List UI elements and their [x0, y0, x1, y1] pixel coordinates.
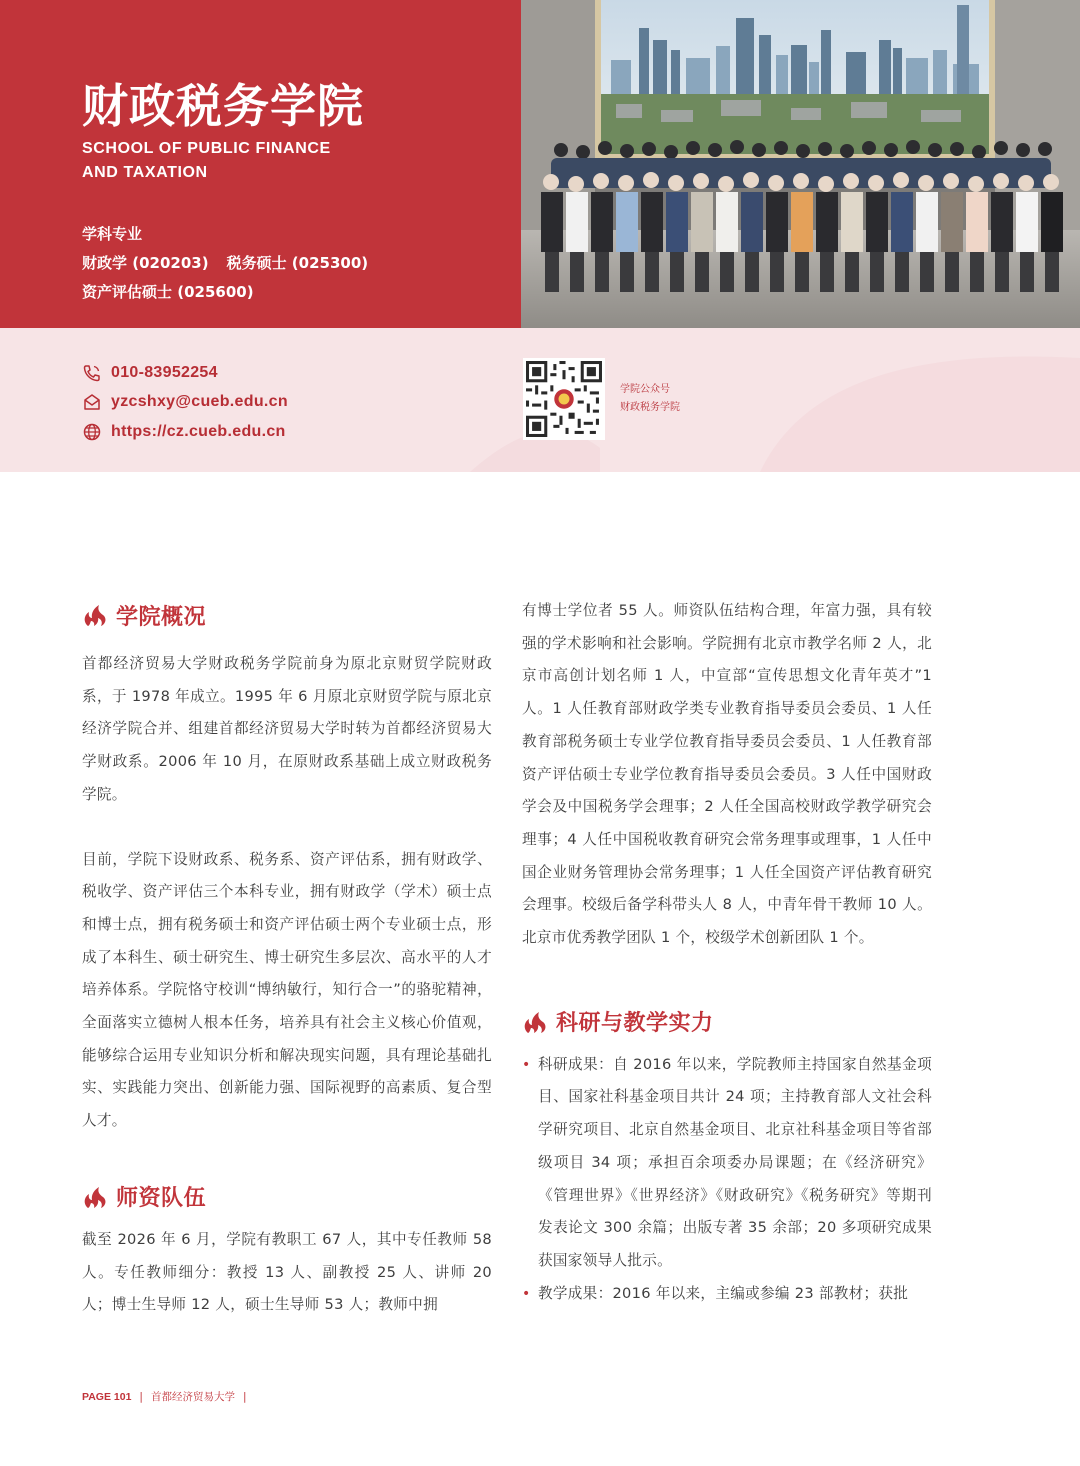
- phone-icon: [82, 363, 102, 383]
- footer-university: 首都经济贸易大学: [150, 1391, 235, 1403]
- research-bullet-list: [522, 1049, 932, 1311]
- page-number: PAGE 101: [82, 1390, 132, 1403]
- left-column: [82, 598, 492, 1322]
- school-title-en-line2: AND TAXATION: [82, 164, 208, 181]
- school-title-en-line1: SCHOOL OF PUBLIC FINANCE: [82, 140, 331, 157]
- section-heading-faculty: [82, 1180, 492, 1214]
- footer-divider: |: [242, 1390, 247, 1403]
- phone-number[interactable]: 010-83952254: [111, 363, 218, 381]
- group-photo-illustration: [521, 0, 1080, 328]
- heading-faculty: 师资队伍: [116, 1186, 207, 1212]
- contact-list: [82, 358, 288, 447]
- right-column: [522, 598, 932, 1310]
- research-bullet-1: • 科研成果：自 2016 年以来，学院教师主持国家自然基金项目、国家社科基金项目共计 24 项；主持教育部人文社会科学研究项目、北京自然基金项目、北京社科基金项目等省部级项目 34 项；承担百余项委办局课题；在《经济研究》《管理世界》《世界经济》《财政研究》《税务研究》等期刊发表论文 300 余篇；出版专著 35 余部；20 多项研究成果获国家领导人批示。: [522, 1049, 932, 1278]
- disciplines-block: [82, 220, 386, 307]
- research-bullet-2: • 教学成果：2016 年以来，主编或参编 23 部教材；获批: [522, 1278, 932, 1311]
- page-footer: [82, 1389, 247, 1404]
- footer-divider: |: [139, 1390, 143, 1403]
- globe-icon: [82, 422, 102, 442]
- qr-code-icon: [526, 361, 602, 437]
- overview-paragraph-1: 首都经济贸易大学财政税务学院前身为原北京财贸学院财政系，于 1978 年成立。1995 年 6 月原北京财贸学院与原北京经济学院合并、组建首都经济贸易大学时转为首都经济贸易大学财政系。2006 年 10 月，在原财政系基础上成立财政税务学院。: [82, 655, 492, 803]
- overview-paragraph-2: 目前，学院下设财政系、税务系、资产评估系，拥有财政学、税收学、资产评估三个本科专业，拥有财政学（学术）硕士点和博士点，拥有税务硕士和资产评估硕士两个专业硕士点，形成了本科生、硕士研究生、博士研究生多层次、高水平的人才培养体系。学院恪守校训“博纳敏行，知行合一”的骆驼精神，全面落实立德树人根本任务，培养具有社会主义核心价值观，能够综合运用专业知识分析和解决现实问题，具有理论基础扎实、实践能力突出、创新能力强、国际视野的高素质、复合型人才。: [82, 850, 492, 1130]
- group-photo: [521, 0, 1080, 328]
- faculty-paragraph-continued: 有博士学位者 55 人。师资队伍结构合理，年富力强，具有较强的学术影响和社会影响。学院拥有北京市教学名师 2 人，北京市高创计划名师 1 人，中宣部“宣传思想文化青年英才”1 人。1 人任教育部财政学类专业教育指导委员会委员、1 人任教育部税务硕士专业学位教育指导委员会委员、1 人任教育部资产评估硕士专业学位教育指导委员会委员。3 人任中国财政学会及中国税务学会理事；2 人任全国高校财政学教学研究会理事；4 人任中国税收教育研究会常务理事或理事，1 人任中国企业财务管理协会常务理事；1 人任全国资产评估教育研究会理事。校级后备学科带头人 8 人，中青年骨干教师 10 人。北京市优秀教学团队 1 个，校级学术创新团队 1 个。: [522, 602, 932, 947]
- flame-logo-icon: [522, 1009, 548, 1035]
- discipline-tax-master: 税务硕士 (025300): [226, 254, 369, 272]
- disciplines-line: [82, 249, 386, 278]
- section-heading-research: [522, 1005, 932, 1039]
- website-url[interactable]: https://cz.cueb.edu.cn: [111, 422, 286, 440]
- school-title-cn: 财政税务学院: [82, 79, 364, 133]
- school-title-en: [82, 137, 382, 185]
- contact-website: [82, 417, 288, 447]
- faculty-paragraph-1: 截至 2026 年 6 月，学院有教职工 67 人，其中专任教师 58 人。专任教师细分：教授 13 人、副教授 25 人、讲师 20 人；博士生导师 12 人，硕士生导师 53 人；教师中拥: [82, 1230, 492, 1314]
- flame-logo-icon: [82, 602, 108, 628]
- qr-caption-line1: 学院公众号: [620, 384, 670, 395]
- contact-phone: [82, 358, 288, 388]
- section-heading-overview: [82, 598, 492, 632]
- discipline-appraisal-master: 资产评估硕士 (025600): [82, 283, 254, 301]
- email-icon: [82, 392, 102, 412]
- email-address[interactable]: yzcshxy@cueb.edu.cn: [111, 393, 288, 411]
- qr-code: [523, 358, 605, 440]
- contact-email: [82, 388, 288, 418]
- flame-logo-icon: [82, 1184, 108, 1210]
- qr-caption-line2: 财政税务学院: [620, 402, 680, 413]
- discipline-finance: 财政学 (020203): [82, 254, 209, 272]
- contact-band: [0, 328, 1080, 472]
- heading-research: 科研与教学实力: [556, 1011, 714, 1037]
- disciplines-label: 学科专业: [82, 225, 143, 243]
- heading-overview: 学院概况: [116, 604, 207, 630]
- qr-caption: [620, 381, 680, 417]
- header-banner: [0, 0, 521, 328]
